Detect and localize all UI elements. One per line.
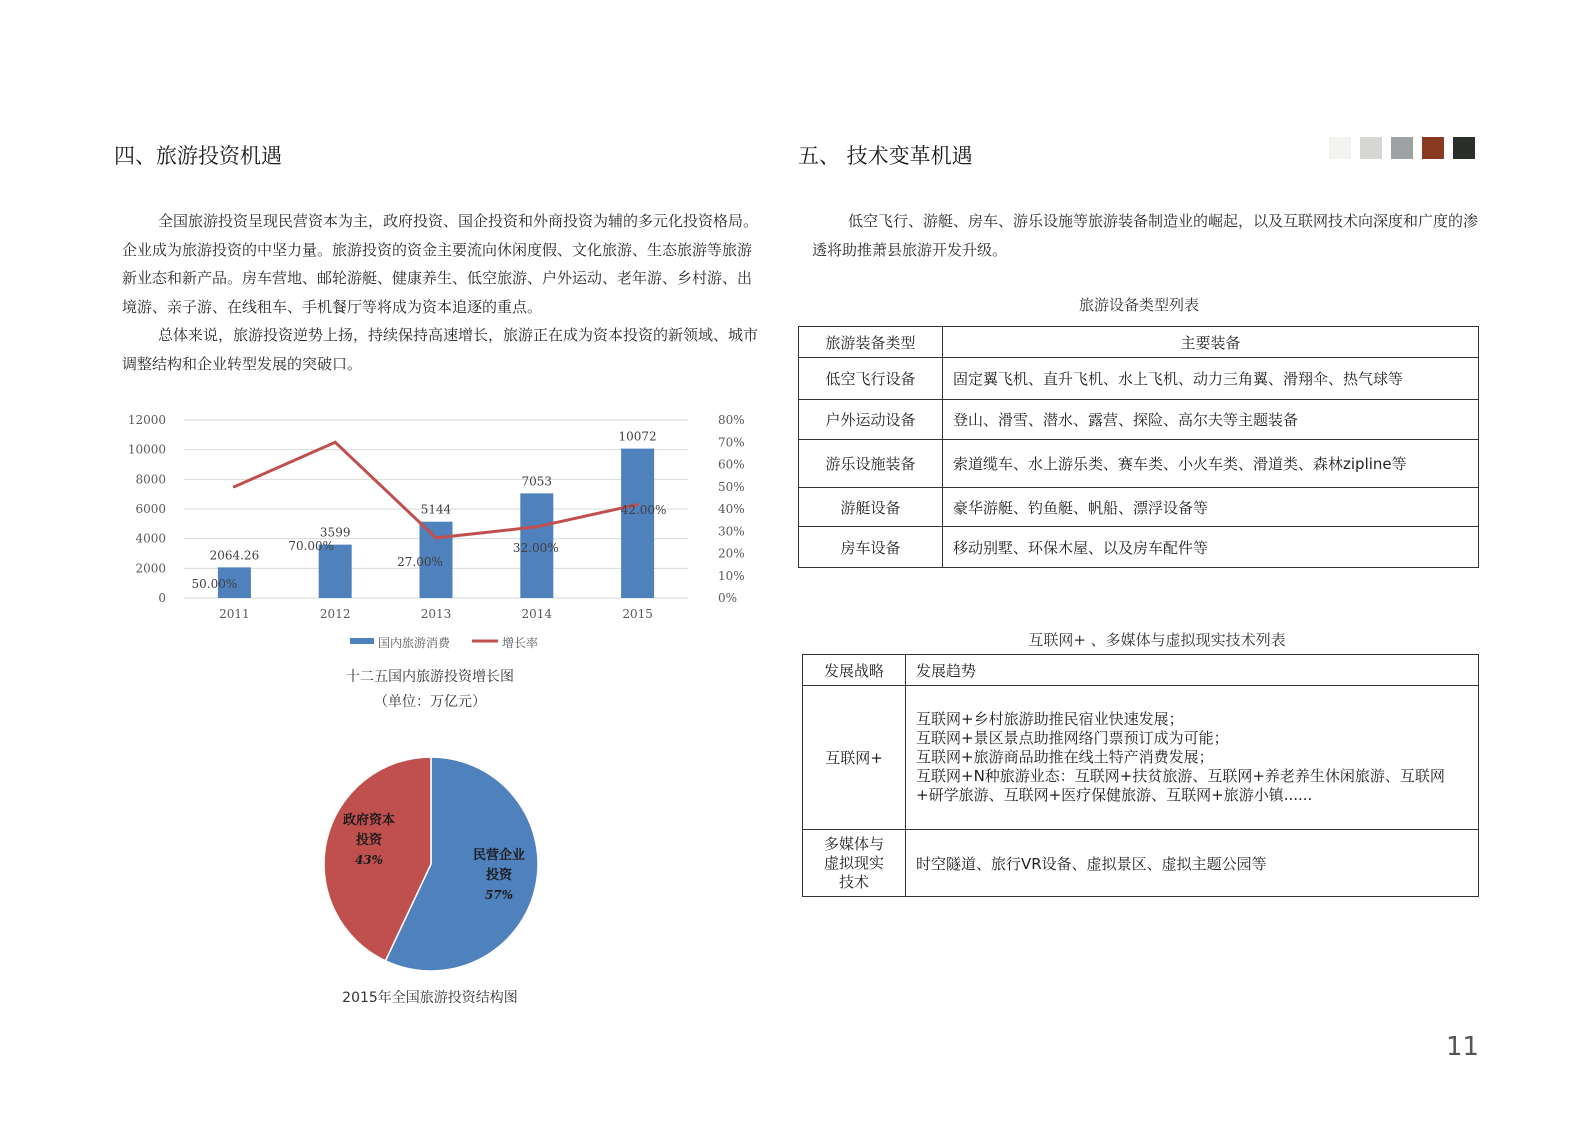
line-point [535, 525, 538, 528]
table-row [803, 686, 1479, 830]
y-tick-label: 8000 [135, 472, 166, 487]
line-data-label: 70.00% [288, 539, 335, 553]
tech-table [802, 654, 1479, 897]
equipment-table-title: 旅游设备类型列表 [1078, 296, 1199, 314]
equipment-type-cell: 户外运动设备 [799, 400, 943, 440]
x-tick-label: 2014 [521, 607, 553, 621]
left-text-block [122, 207, 762, 378]
x-tick-label: 2012 [319, 607, 351, 621]
trend-lines [916, 710, 1468, 805]
equipment-type-cell: 游艇设备 [799, 488, 943, 527]
line-point [334, 441, 337, 444]
y-tick-label: 12000 [127, 413, 166, 427]
pie-slice-percent: 57% [484, 888, 514, 902]
y2-tick-label: 20% [718, 546, 745, 561]
equipment-type-cell: 房车设备 [799, 527, 943, 568]
y2-tick-label: 0% [718, 591, 738, 605]
line-data-label: 27.00% [397, 555, 443, 569]
y-tick-label: 2000 [135, 561, 166, 576]
bar-data-label: 2064.26 [209, 548, 260, 563]
left-paragraph-2: 总体来说，旅游投资逆势上扬，持续保持高速增长，旅游正在成为资本投资的新领域、城市调整结构和企业转型发展的突破口。 [122, 326, 759, 373]
investment-structure-pie [300, 740, 560, 990]
strategy-cell: 互联网+ [803, 686, 906, 830]
equipment-type-cell: 低空飞行设备 [799, 358, 943, 400]
table-row [799, 527, 1479, 568]
color-swatch [1391, 137, 1413, 159]
color-swatch [1422, 137, 1444, 159]
line-point [435, 536, 438, 539]
investment-growth-chart [120, 400, 760, 660]
trend-line: 互联网+乡村旅游助推民宿业快速发展； [916, 710, 1184, 728]
color-swatch [1453, 137, 1475, 159]
y-tick-label: 4000 [135, 531, 166, 546]
color-swatch-bar [1320, 137, 1475, 163]
strategy-cell: 多媒体与 虚拟现实 技术 [803, 830, 906, 897]
line-point [233, 485, 236, 488]
equipment-list-cell: 固定翼飞机、直升飞机、水上飞机、动力三角翼、滑翔伞、热气球等 [943, 358, 1479, 400]
pie-slice-label: 投资 [485, 868, 513, 883]
left-heading: 四、旅游投资机遇 [114, 144, 282, 168]
right-text-block [812, 207, 1480, 264]
chart-unit: （单位：万亿元） [374, 694, 486, 710]
table-header-cell: 发展趋势 [906, 655, 1479, 686]
y2-tick-label: 40% [718, 502, 745, 516]
trend-line: 互联网+景区景点助推网络门票预订成为可能； [916, 729, 1229, 747]
trend-line: 互联网+N种旅游业态：互联网+扶贫旅游、互联网+养老养生休闲旅游、互联网 [916, 767, 1445, 785]
table-row [799, 358, 1479, 400]
y-tick-label: 6000 [135, 502, 166, 516]
table-row [799, 440, 1479, 488]
equipment-list-cell: 豪华游艇、钓鱼艇、帆船、漂浮设备等 [943, 488, 1479, 527]
bar-data-label: 3599 [319, 525, 351, 540]
x-tick-label: 2011 [219, 607, 250, 621]
y-tick-label: 10000 [127, 442, 166, 457]
x-tick-label: 2015 [622, 607, 653, 621]
color-swatch [1329, 137, 1351, 159]
table-row [803, 830, 1479, 897]
line-data-label: 32.00% [512, 541, 559, 555]
chart-caption: 十二五国内旅游投资增长图 [346, 669, 514, 685]
y2-tick-label: 60% [718, 457, 745, 472]
bar-data-label: 7053 [521, 474, 553, 489]
equipment-list-cell: 移动别墅、环保木屋、以及房车配件等 [943, 527, 1479, 568]
left-paragraph-1: 全国旅游投资呈现民营资本为主，政府投资、国企投资和外商投资为辅的多元化投资格局。企业成为旅游投资的中坚力量。旅游投资的资金主要流向休闲度假、文化旅游、生态旅游等旅游新业态和新产品。房车营地、邮轮游艇、健康养生、低空旅游、户外运动、老年游、乡村游、出境游、亲子游、在线租车、手机餐厅等将成为资本追逐的重点。 [122, 212, 759, 316]
bar-data-label: 10072 [618, 429, 657, 444]
equipment-table-header [799, 327, 1479, 358]
equipment-table [798, 326, 1479, 568]
y2-tick-label: 30% [718, 524, 745, 539]
equipment-list-cell: 登山、滑雪、潜水、露营、探险、高尔夫等主题装备 [943, 400, 1479, 440]
tech-table-title: 互联网+ 、多媒体与虚拟现实技术列表 [1028, 631, 1286, 649]
trend-cell: 时空隧道、旅行VR设备、虚拟景区、虚拟主题公园等 [906, 830, 1479, 897]
table-header-cell: 旅游装备类型 [799, 327, 943, 358]
legend-label: 国内旅游消费 [378, 636, 451, 650]
legend-swatch-bar [350, 638, 374, 644]
trend-line: 互联网+旅游商品助推在线土特产消费发展； [916, 748, 1214, 766]
bar-data-label: 5144 [420, 502, 452, 517]
pie-caption: 2015年全国旅游投资结构图 [342, 990, 518, 1006]
equipment-list-cell: 索道缆车、水上游乐类、赛车类、小火车类、滑道类、森林zipline等 [943, 440, 1479, 488]
page-number: 11 [1446, 1032, 1480, 1062]
table-header-cell: 主要装备 [943, 327, 1479, 358]
y2-tick-label: 10% [718, 568, 745, 583]
right-paragraph: 低空飞行、游艇、房车、游乐设施等旅游装备制造业的崛起，以及互联网技术向深度和广度的渗透将助推萧县旅游开发升级。 [812, 212, 1479, 259]
tech-table-header [803, 655, 1479, 686]
pie-slice-label: 民营企业 [472, 848, 526, 863]
table-header-cell: 发展战略 [803, 655, 906, 686]
equipment-type-cell: 游乐设施装备 [799, 440, 943, 488]
x-tick-label: 2013 [420, 607, 452, 621]
table-row [799, 400, 1479, 440]
y2-tick-label: 80% [718, 413, 745, 427]
pie-slice-label: 政府资本 [342, 813, 396, 828]
line-data-label: 42.00% [620, 503, 667, 517]
pie-slice-percent: 43% [354, 853, 384, 867]
y2-tick-label: 50% [718, 479, 745, 494]
trend-line: +研学旅游、互联网+医疗保健旅游、互联网+旅游小镇...... [916, 786, 1313, 804]
table-row [799, 488, 1479, 527]
right-heading: 五、 技术变革机遇 [798, 144, 973, 168]
legend-label: 增长率 [502, 636, 539, 650]
line-data-label: 50.00% [191, 577, 238, 591]
pie-slice-label: 投资 [355, 833, 383, 848]
bar [621, 449, 654, 598]
trend-cell [906, 686, 1479, 830]
y-tick-label: 0 [158, 591, 166, 605]
color-swatch [1360, 137, 1382, 159]
y2-tick-label: 70% [718, 435, 745, 450]
